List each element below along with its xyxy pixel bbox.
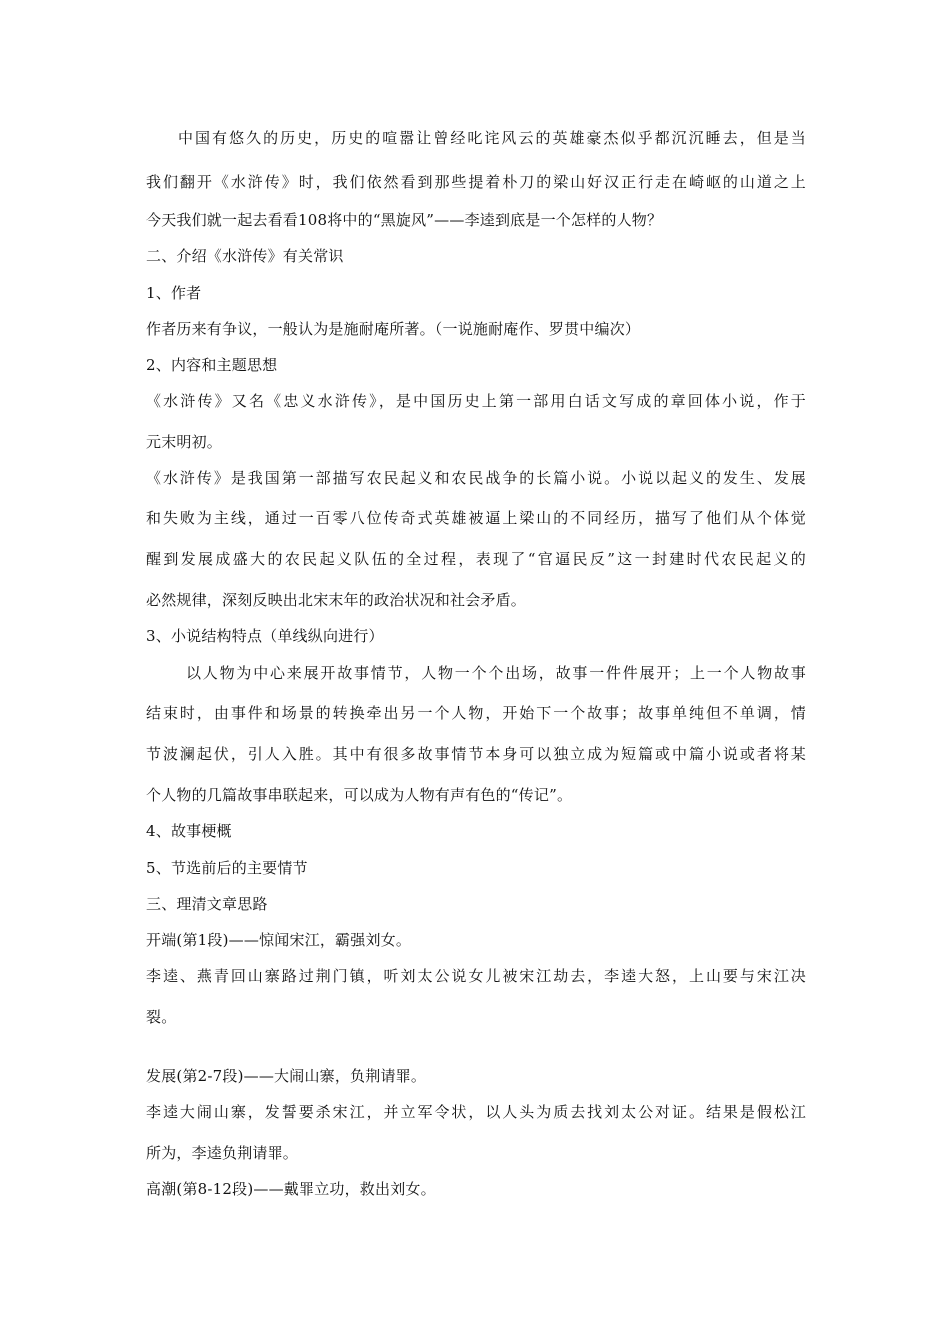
section-heading-3: 三、理清文章思路 bbox=[146, 895, 268, 913]
subheading-main-plots: 5、节选前后的主要情节 bbox=[146, 859, 308, 877]
content-paragraph-1-line-1: 《水浒传》又名《忠义水浒传》，是中国历史上第一部用白话文写成的章回体小说，作于 bbox=[146, 392, 806, 410]
section-heading-2: 二、介绍《水浒传》有关常识 bbox=[146, 247, 344, 265]
structure-paragraph-line-3: 节波澜起伏，引人入胜。其中有很多故事情节本身可以独立成为短篇或中篇小说或者将某 bbox=[146, 745, 806, 763]
plot-beginning-heading: 开端(第1段)——惊闻宋江，霸强刘女。 bbox=[146, 931, 412, 949]
content-paragraph-2-line-1: 《水浒传》是我国第一部描写农民起义和农民战争的长篇小说。小说以起义的发生、发展 bbox=[146, 469, 806, 487]
subheading-synopsis: 4、故事梗概 bbox=[146, 822, 232, 840]
structure-paragraph-line-2: 结束时，由事件和场景的转换牵出另一个人物，开始下一个故事；故事单纯但不单调，情 bbox=[146, 704, 806, 722]
plot-development-heading: 发展(第2-7段)——大闹山寨，负荆请罪。 bbox=[146, 1067, 427, 1085]
content-paragraph-2-line-3: 醒到发展成盛大的农民起义队伍的全过程，表现了“官逼民反”这一封建时代农民起义的 bbox=[146, 550, 806, 568]
content-paragraph-2-line-4: 必然规律，深刻反映出北宋末年的政治状况和社会矛盾。 bbox=[146, 591, 527, 609]
intro-paragraph-line-2: 我们翻开《水浒传》时，我们依然看到那些提着朴刀的梁山好汉正行走在崎岖的山道之上 bbox=[146, 173, 806, 191]
content-paragraph-2-line-2: 和失败为主线，通过一百零八位传奇式英雄被逼上梁山的不同经历，描写了他们从个体觉 bbox=[146, 509, 806, 527]
plot-development-text-line-1: 李逵大闹山寨，发誓要杀宋江，并立军令状，以人头为质去找刘太公对证。结果是假松江 bbox=[146, 1103, 806, 1121]
plot-development-text-line-2: 所为，李逵负荆请罪。 bbox=[146, 1144, 299, 1162]
subheading-structure: 3、小说结构特点（单线纵向进行） bbox=[146, 627, 384, 645]
plot-climax-heading: 高潮(第8-12段)——戴罪立功，救出刘女。 bbox=[146, 1180, 436, 1198]
intro-paragraph-line-1: 中国有悠久的历史，历史的喧嚣让曾经叱诧风云的英雄豪杰似乎都沉沉睡去，但是当 bbox=[178, 129, 806, 147]
intro-paragraph-line-3: 今天我们就一起去看看108将中的“黑旋风”——李逵到底是一个怎样的人物？ bbox=[146, 211, 663, 229]
subheading-author: 1、作者 bbox=[146, 284, 202, 302]
content-paragraph-1-line-2: 元末明初。 bbox=[146, 433, 223, 451]
plot-beginning-text-line-2: 裂。 bbox=[146, 1008, 177, 1026]
author-text: 作者历来有争议，一般认为是施耐庵所著。（一说施耐庵作、罗贯中编次） bbox=[146, 320, 641, 338]
plot-beginning-text-line-1: 李逵、燕青回山寨路过荆门镇，听刘太公说女儿被宋江劫去，李逵大怒，上山要与宋江决 bbox=[146, 967, 806, 985]
structure-paragraph-line-1: 以人物为中心来展开故事情节，人物一个个出场，故事一件件展开；上一个人物故事 bbox=[186, 664, 806, 682]
structure-paragraph-line-4: 个人物的几篇故事串联起来，可以成为人物有声有色的“传记”。 bbox=[146, 786, 573, 804]
subheading-content-theme: 2、内容和主题思想 bbox=[146, 356, 278, 374]
